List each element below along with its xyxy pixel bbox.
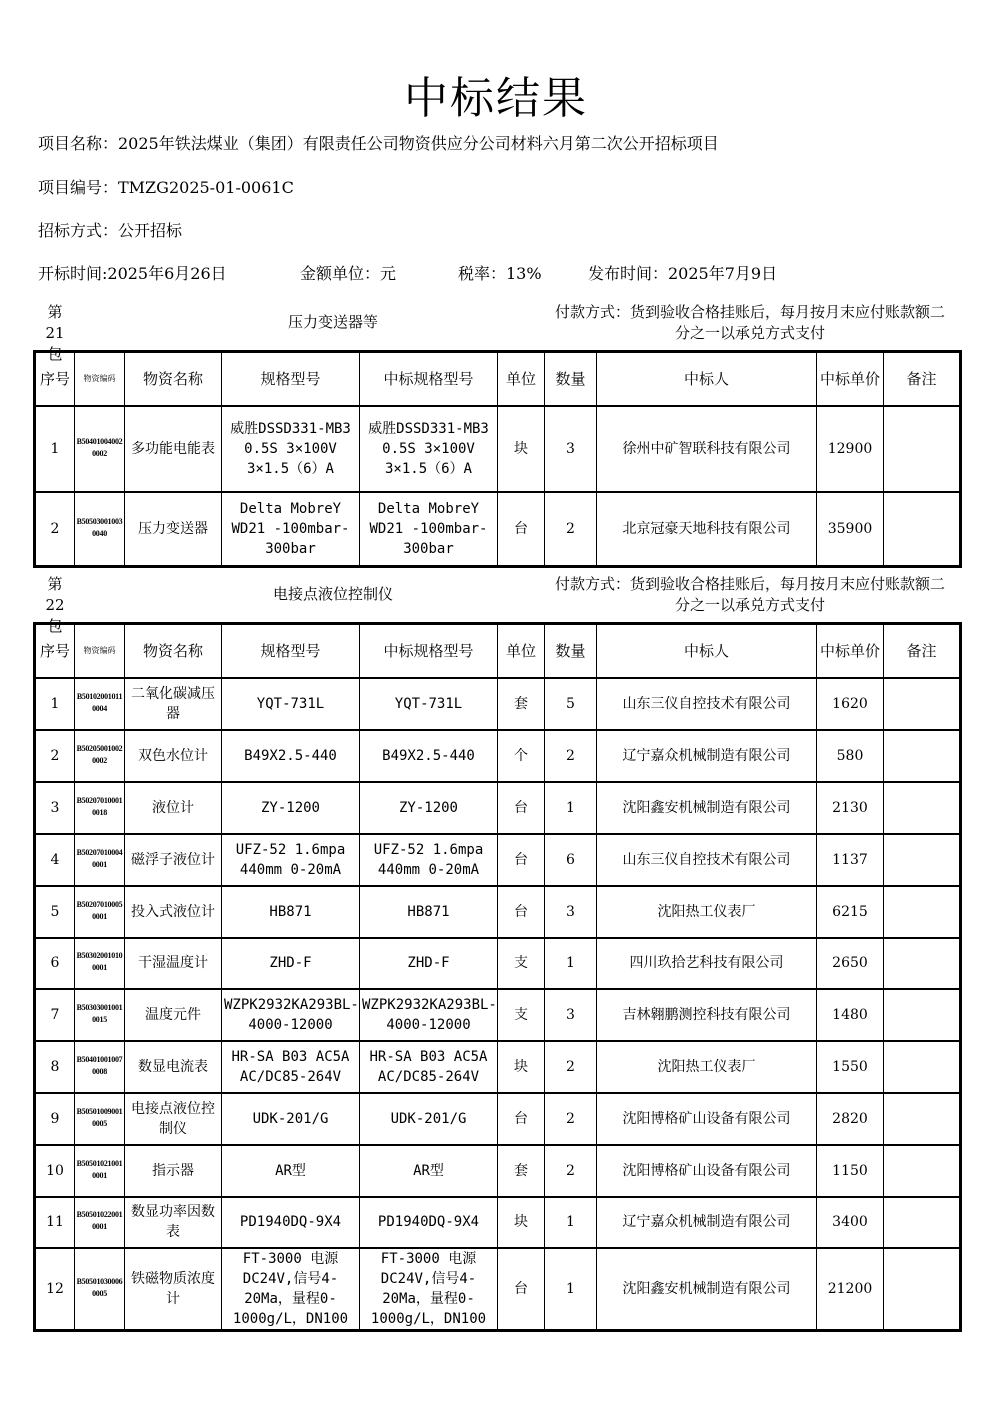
quantity: 2 xyxy=(545,1145,597,1197)
material-name: 二氧化碳减压器 xyxy=(125,678,222,730)
page-title: 中标结果 xyxy=(404,73,588,124)
payment-terms: 付款方式：货到验收合格挂账后，每月按月末应付账款额二分之一以承兑方式支付 xyxy=(554,575,945,614)
spec: ZHD-F xyxy=(222,938,360,989)
unit: 台 xyxy=(498,1093,545,1145)
winning-spec: HR-SA B03 AC5A AC/DC85-264V xyxy=(360,1041,498,1093)
remark xyxy=(884,1197,961,1248)
material-code-text: B503020010100001 xyxy=(76,951,123,972)
material-code xyxy=(75,1145,125,1197)
material-name: 投入式液位计 xyxy=(125,886,222,938)
column-header: 物资编码 xyxy=(75,624,125,678)
spec: HR-SA B03 AC5A AC/DC85-264V xyxy=(222,1041,360,1093)
spec: ZY-1200 xyxy=(222,782,360,834)
winning-spec: Delta MobreY WD21 -100mbar-300bar xyxy=(360,492,498,567)
table-row xyxy=(35,938,961,989)
winning-bidder: 沈阳鑫安机械制造有限公司 xyxy=(597,782,817,834)
column-header: 规格型号 xyxy=(222,352,360,406)
package-number: 第21包 xyxy=(45,303,65,363)
table-row xyxy=(35,678,961,730)
remark xyxy=(884,492,961,567)
winning-spec: YQT-731L xyxy=(360,678,498,730)
unit: 支 xyxy=(498,989,545,1041)
row-number: 2 xyxy=(35,492,75,567)
open-time: 开标时间:2025年6月26日 xyxy=(38,264,227,283)
unit-price: 35900 xyxy=(817,492,884,567)
winning-spec: HB871 xyxy=(360,886,498,938)
column-header: 数量 xyxy=(545,624,597,678)
material-code-text: B502050010020002 xyxy=(76,743,123,765)
material-code-text: B504010040020002 xyxy=(76,436,123,458)
column-header: 物资编码 xyxy=(75,352,125,406)
table-row xyxy=(35,782,961,834)
quantity: 1 xyxy=(545,1248,597,1331)
table-header-row xyxy=(35,624,961,678)
spec: 威胜DSSD331-MB3 0.5S 3×100V 3×1.5（6）A xyxy=(222,406,360,492)
unit-price: 21200 xyxy=(817,1248,884,1331)
material-name: 铁磁物质浓度计 xyxy=(125,1248,222,1331)
unit: 块 xyxy=(498,1197,545,1248)
payment-terms: 付款方式：货到验收合格挂账后，每月按月末应付账款额二分之一以承兑方式支付 xyxy=(554,303,945,342)
spec: FT-3000 电源DC24V,信号4-20Ma，量程0-1000g/L，DN100 xyxy=(222,1248,360,1331)
quantity: 5 xyxy=(545,678,597,730)
winning-spec: FT-3000 电源DC24V,信号4-20Ma，量程0-1000g/L，DN100 xyxy=(360,1248,498,1331)
unit: 台 xyxy=(498,834,545,886)
material-name: 磁浮子液位计 xyxy=(125,834,222,886)
remark xyxy=(884,1041,961,1093)
winning-spec: WZPK2932KA293BL-4000-12000 xyxy=(360,989,498,1041)
material-code xyxy=(75,730,125,782)
table-row xyxy=(35,1041,961,1093)
remark xyxy=(884,678,961,730)
unit: 台 xyxy=(498,1248,545,1331)
winning-bidder: 山东三仪自控技术有限公司 xyxy=(597,678,817,730)
quantity: 2 xyxy=(545,1041,597,1093)
bid-method: 招标方式：公开招标 xyxy=(38,221,183,240)
winning-bidder: 吉林翱鹏测控科技有限公司 xyxy=(597,989,817,1041)
material-name: 数显功率因数表 xyxy=(125,1197,222,1248)
table-row xyxy=(35,406,961,492)
spec: PD1940DQ-9X4 xyxy=(222,1197,360,1248)
winning-spec: AR型 xyxy=(360,1145,498,1197)
material-name: 温度元件 xyxy=(125,989,222,1041)
quantity: 3 xyxy=(545,886,597,938)
unit-price: 1150 xyxy=(817,1145,884,1197)
row-number: 9 xyxy=(35,1093,75,1145)
material-name: 多功能电能表 xyxy=(125,406,222,492)
column-header: 中标规格型号 xyxy=(360,624,498,678)
winning-spec: UFZ-52 1.6mpa 440mm 0-20mA xyxy=(360,834,498,886)
material-code xyxy=(75,1197,125,1248)
column-header: 单位 xyxy=(498,352,545,406)
remark xyxy=(884,782,961,834)
column-header: 备注 xyxy=(884,352,961,406)
row-number: 1 xyxy=(35,678,75,730)
winning-bidder: 徐州中矿智联科技有限公司 xyxy=(597,406,817,492)
unit: 台 xyxy=(498,886,545,938)
unit-price: 1550 xyxy=(817,1041,884,1093)
material-name: 压力变送器 xyxy=(125,492,222,567)
material-code xyxy=(75,938,125,989)
material-name: 数显电流表 xyxy=(125,1041,222,1093)
unit: 个 xyxy=(498,730,545,782)
remark xyxy=(884,406,961,492)
material-code-text: B503030010010015 xyxy=(76,1002,123,1024)
spec: AR型 xyxy=(222,1145,360,1197)
material-code-text: B505010090010005 xyxy=(76,1106,123,1128)
row-number: 4 xyxy=(35,834,75,886)
column-header: 物资名称 xyxy=(125,352,222,406)
quantity: 2 xyxy=(545,492,597,567)
table-row xyxy=(35,1197,961,1248)
package-number: 第22包 xyxy=(45,575,65,635)
unit: 台 xyxy=(498,492,545,567)
winning-spec: ZY-1200 xyxy=(360,782,498,834)
material-code xyxy=(75,1093,125,1145)
column-header: 单位 xyxy=(498,624,545,678)
column-header: 中标人 xyxy=(597,624,817,678)
material-code-text: B502070100050001 xyxy=(76,899,123,921)
column-header: 中标人 xyxy=(597,352,817,406)
row-number: 7 xyxy=(35,989,75,1041)
material-code xyxy=(75,834,125,886)
winning-bidder: 辽宁嘉众机械制造有限公司 xyxy=(597,730,817,782)
column-header: 备注 xyxy=(884,624,961,678)
material-name: 指示器 xyxy=(125,1145,222,1197)
material-code xyxy=(75,1041,125,1093)
row-number: 12 xyxy=(35,1248,75,1331)
material-code-text: B505010300060005 xyxy=(76,1276,123,1298)
remark xyxy=(884,834,961,886)
material-code-text: B502070100040001 xyxy=(76,847,123,869)
quantity: 2 xyxy=(545,1093,597,1145)
remark xyxy=(884,886,961,938)
quantity: 2 xyxy=(545,730,597,782)
spec: HB871 xyxy=(222,886,360,938)
material-code-text: B502070100010018 xyxy=(76,795,123,817)
unit: 套 xyxy=(498,678,545,730)
material-name: 电接点液位控制仪 xyxy=(125,1093,222,1145)
remark xyxy=(884,1145,961,1197)
table-header-row xyxy=(35,352,961,406)
unit-price: 1480 xyxy=(817,989,884,1041)
unit: 支 xyxy=(498,938,545,989)
project-name: 项目名称：2025年铁法煤业（集团）有限责任公司物资供应分公司材料六月第二次公开招标项目 xyxy=(38,134,719,153)
unit-price: 2650 xyxy=(817,938,884,989)
material-name: 双色水位计 xyxy=(125,730,222,782)
table-row xyxy=(35,492,961,567)
material-code xyxy=(75,1248,125,1331)
quantity: 3 xyxy=(545,989,597,1041)
currency-unit: 金额单位：元 xyxy=(300,264,397,283)
publish-time: 发布时间：2025年7月9日 xyxy=(588,264,778,283)
quantity: 1 xyxy=(545,938,597,989)
unit-price: 580 xyxy=(817,730,884,782)
column-header: 序号 xyxy=(35,624,75,678)
spec: UDK-201/G xyxy=(222,1093,360,1145)
remark xyxy=(884,1248,961,1331)
unit: 块 xyxy=(498,406,545,492)
winning-spec: ZHD-F xyxy=(360,938,498,989)
winning-bidder: 沈阳博格矿山设备有限公司 xyxy=(597,1093,817,1145)
material-code xyxy=(75,406,125,492)
row-number: 3 xyxy=(35,782,75,834)
unit: 台 xyxy=(498,782,545,834)
winning-bidder: 辽宁嘉众机械制造有限公司 xyxy=(597,1197,817,1248)
spec: YQT-731L xyxy=(222,678,360,730)
spec: Delta MobreY WD21 -100mbar-300bar xyxy=(222,492,360,567)
spec: UFZ-52 1.6mpa 440mm 0-20mA xyxy=(222,834,360,886)
winning-bidder: 沈阳热工仪表厂 xyxy=(597,886,817,938)
table-row xyxy=(35,886,961,938)
unit: 套 xyxy=(498,1145,545,1197)
unit-price: 2820 xyxy=(817,1093,884,1145)
unit-price: 3400 xyxy=(817,1197,884,1248)
spec: WZPK2932KA293BL-4000-12000 xyxy=(222,989,360,1041)
table-row xyxy=(35,1093,961,1145)
column-header: 中标单价 xyxy=(817,624,884,678)
column-header: 序号 xyxy=(35,352,75,406)
table-row xyxy=(35,730,961,782)
column-header: 数量 xyxy=(545,352,597,406)
winning-bidder: 四川玖拾艺科技有限公司 xyxy=(597,938,817,989)
table-row xyxy=(35,989,961,1041)
column-header: 规格型号 xyxy=(222,624,360,678)
project-number: 项目编号：TMZG2025-01-0061C xyxy=(38,178,294,197)
material-code-text: B505030010030040 xyxy=(76,516,123,538)
material-code xyxy=(75,989,125,1041)
unit-price: 12900 xyxy=(817,406,884,492)
tax-rate: 税率：13% xyxy=(458,264,542,283)
package-name: 电接点液位控制仪 xyxy=(272,585,393,603)
winning-spec: UDK-201/G xyxy=(360,1093,498,1145)
winning-bidder: 北京冠豪天地科技有限公司 xyxy=(597,492,817,567)
table-row xyxy=(35,1145,961,1197)
winning-spec: PD1940DQ-9X4 xyxy=(360,1197,498,1248)
result-table xyxy=(33,622,962,1332)
unit: 块 xyxy=(498,1041,545,1093)
row-number: 2 xyxy=(35,730,75,782)
remark xyxy=(884,730,961,782)
row-number: 11 xyxy=(35,1197,75,1248)
material-code xyxy=(75,782,125,834)
package-name: 压力变送器等 xyxy=(287,313,378,331)
quantity: 3 xyxy=(545,406,597,492)
table-row xyxy=(35,834,961,886)
material-name: 干湿温度计 xyxy=(125,938,222,989)
unit-price: 1620 xyxy=(817,678,884,730)
table-row xyxy=(35,1248,961,1331)
quantity: 1 xyxy=(545,1197,597,1248)
winning-spec: 威胜DSSD331-MB3 0.5S 3×100V 3×1.5（6）A xyxy=(360,406,498,492)
row-number: 8 xyxy=(35,1041,75,1093)
material-code xyxy=(75,492,125,567)
unit-price: 2130 xyxy=(817,782,884,834)
winning-bidder: 沈阳鑫安机械制造有限公司 xyxy=(597,1248,817,1331)
unit-price: 6215 xyxy=(817,886,884,938)
winning-spec: B49X2.5-440 xyxy=(360,730,498,782)
material-code-text: B504010010070008 xyxy=(76,1054,123,1076)
material-code-text: B501020010110004 xyxy=(76,691,123,713)
material-code-text: B505010220010001 xyxy=(76,1210,123,1231)
row-number: 1 xyxy=(35,406,75,492)
result-table xyxy=(33,350,962,568)
row-number: 10 xyxy=(35,1145,75,1197)
column-header: 物资名称 xyxy=(125,624,222,678)
winning-bidder: 沈阳热工仪表厂 xyxy=(597,1041,817,1093)
material-code xyxy=(75,886,125,938)
row-number: 5 xyxy=(35,886,75,938)
material-name: 液位计 xyxy=(125,782,222,834)
spec: B49X2.5-440 xyxy=(222,730,360,782)
quantity: 6 xyxy=(545,834,597,886)
material-code xyxy=(75,678,125,730)
quantity: 1 xyxy=(545,782,597,834)
row-number: 6 xyxy=(35,938,75,989)
remark xyxy=(884,938,961,989)
winning-bidder: 山东三仪自控技术有限公司 xyxy=(597,834,817,886)
winning-bidder: 沈阳博格矿山设备有限公司 xyxy=(597,1145,817,1197)
remark xyxy=(884,1093,961,1145)
column-header: 中标单价 xyxy=(817,352,884,406)
unit-price: 1137 xyxy=(817,834,884,886)
remark xyxy=(884,989,961,1041)
material-code-text: B505010210010001 xyxy=(76,1158,123,1180)
column-header: 中标规格型号 xyxy=(360,352,498,406)
